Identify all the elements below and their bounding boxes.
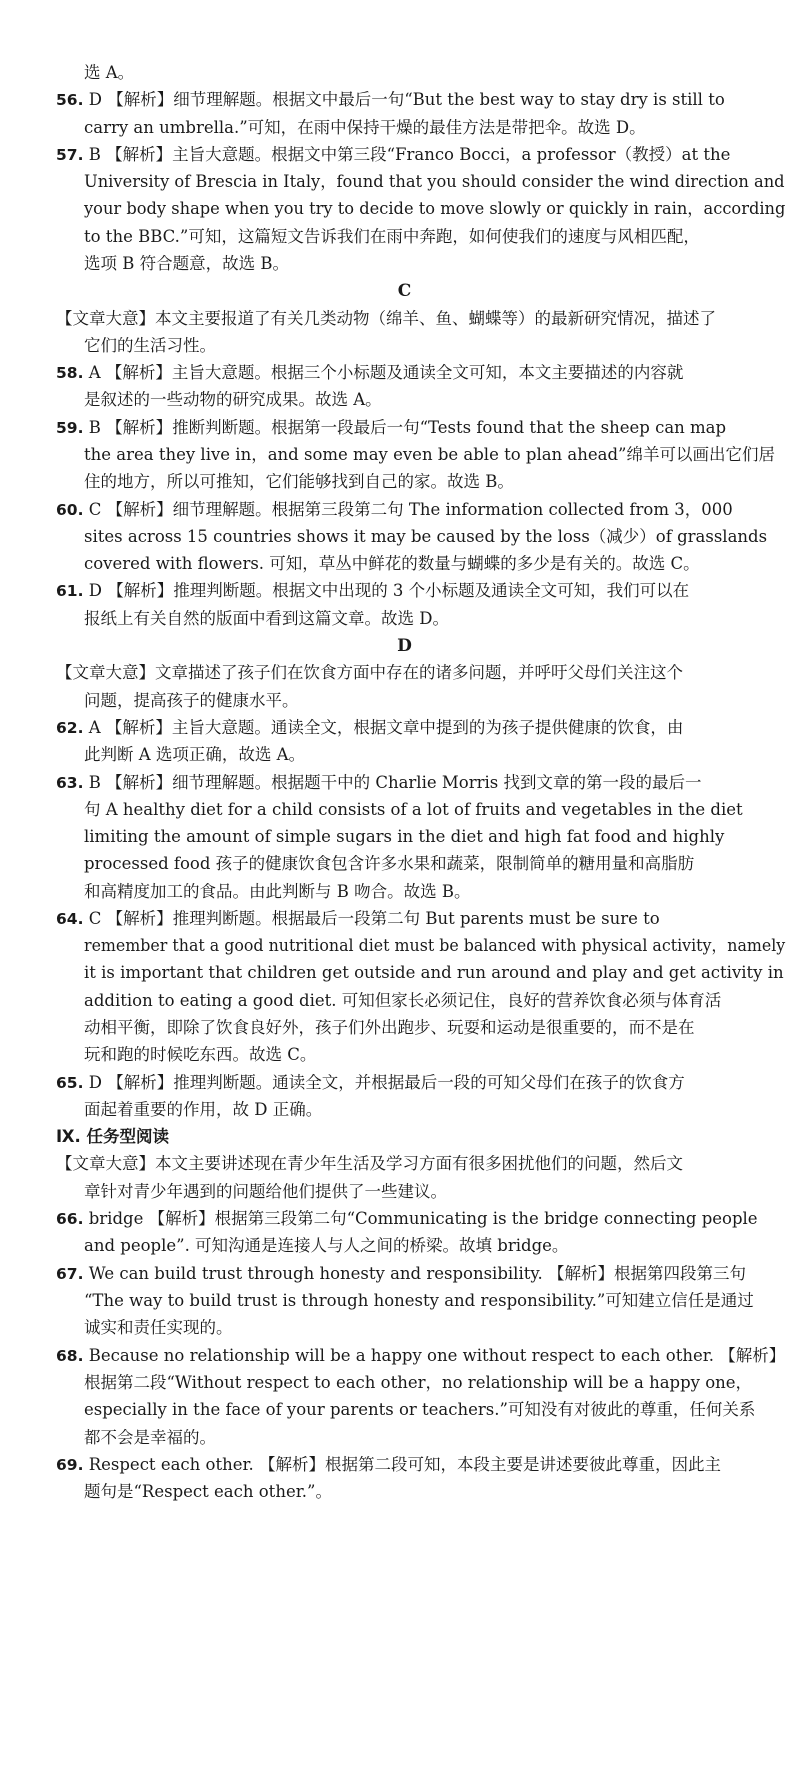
answer-text: D 【解析】细节理解题。根据文中最后一句“But the best way to stay dry is still to — [83, 90, 725, 109]
continuation-line: 问题，提高孩子的健康水平。 — [84, 691, 299, 710]
continuation-line: 章针对青少年遇到的问题给他们提供了一些建议。 — [84, 1182, 447, 1201]
answer-line — [56, 89, 725, 111]
continuation-line: 是叙述的一些动物的研究成果。故选 A。 — [84, 390, 382, 409]
answer-line — [56, 144, 730, 166]
summary-line: 【文章大意】本文主要讲述现在青少年生活及学习方面有很多困扰他们的问题，然后文 — [56, 1154, 683, 1173]
continuation-line: University of Brescia in Italy，found that you should consider the wind direction and — [84, 172, 785, 191]
summary-line: 【文章大意】本文主要报道了有关几类动物（绵羊、鱼、蝴蝶等）的最新研究情况，描述了 — [56, 309, 716, 328]
answer-line — [56, 1345, 785, 1367]
answer-line — [56, 772, 701, 794]
continuation-line: addition to eating a good diet. 可知但家长必须记住，良好的营养饮食必须与体育活 — [84, 991, 722, 1010]
continuation-line: 玩和跑的时候吃东西。故选 C。 — [84, 1045, 317, 1064]
answer-line — [56, 717, 683, 739]
answer-line — [56, 362, 683, 384]
answer-text: C 【解析】推理判断题。根据最后一段第二句 But parents must be sure to — [83, 909, 660, 928]
question-number: 59. — [56, 419, 84, 437]
answer-text: A 【解析】主旨大意题。通读全文，根据文章中提到的为孩子提供健康的饮食，由 — [83, 718, 684, 737]
question-number: 68. — [56, 1347, 84, 1365]
continuation-line: 选项 B 符合题意，故选 B。 — [84, 254, 289, 273]
question-number: 61. — [56, 582, 84, 600]
question-number: 67. — [56, 1265, 84, 1283]
continuation-line: 都不会是幸福的。 — [84, 1428, 216, 1447]
answer-line — [56, 1263, 746, 1285]
continuation-line: your body shape when you try to decide to move slowly or quickly in rain，according — [84, 199, 786, 218]
answer-text: B 【解析】推断判断题。根据第一段最后一句“Tests found that the sheep can map — [83, 418, 727, 437]
question-number: 66. — [56, 1210, 84, 1228]
question-number: 58. — [56, 364, 84, 382]
question-number: 60. — [56, 501, 84, 519]
continuation-line: it is important that children get outside and run around and play and get activity in — [84, 963, 784, 982]
continuation-line: 此判断 A 选项正确，故选 A。 — [84, 745, 306, 764]
continuation-line: carry an umbrella.”可知，在雨中保持干燥的最佳方法是带把伞。故选 D。 — [84, 118, 646, 137]
continuation-line: processed food 孩子的健康饮食包含许多水果和蔬菜，限制简单的糖用量和高脂肪 — [84, 854, 695, 873]
continuation-line: especially in the face of your parents or teachers.”可知没有对彼此的尊重，任何关系 — [84, 1400, 756, 1419]
continuation-line: covered with flowers. 可知，草丛中鲜花的数量与蝴蝶的多少是有关的。故选 C。 — [84, 554, 700, 573]
continuation-line: 住的地方，所以可推知，它们能够找到自己的家。故选 B。 — [84, 472, 514, 491]
answer-text: A 【解析】主旨大意题。根据三个小标题及通读全文可知，本文主要描述的内容就 — [83, 363, 684, 382]
question-number: 65. — [56, 1074, 84, 1092]
section-heading: C — [397, 281, 412, 301]
answer-line — [56, 1454, 721, 1476]
question-number: 57. — [56, 146, 84, 164]
continuation-line: 句 A healthy diet for a child consists of a lot of fruits and vegetables in the diet — [84, 800, 743, 819]
continuation-line: limiting the amount of simple sugars in the diet and high fat food and highly — [84, 827, 725, 846]
section-title: Ⅸ. 任务型阅读 — [56, 1127, 170, 1146]
continuation-line: 报纸上有关自然的版面中看到这篇文章。故选 D。 — [84, 609, 449, 628]
question-number: 69. — [56, 1456, 84, 1474]
question-number: 63. — [56, 774, 84, 792]
continuation-line: 选 A。 — [84, 63, 135, 82]
answer-line — [56, 1208, 758, 1230]
continuation-line: 它们的生活习性。 — [84, 336, 216, 355]
section-heading: D — [397, 636, 412, 656]
answer-text: D 【解析】推理判断题。根据文中出现的 3 个小标题及通读全文可知，我们可以在 — [83, 581, 690, 600]
continuation-line: and people”. 可知沟通是连接人与人之间的桥梁。故填 bridge。 — [84, 1236, 569, 1255]
answer-text: bridge 【解析】根据第三段第二句“Communicating is the bridge connecting people — [83, 1209, 758, 1228]
answer-line — [56, 908, 660, 930]
continuation-line: 和高精度加工的食品。由此判断与 B 吻合。故选 B。 — [84, 882, 471, 901]
continuation-line: 动相平衡，即除了饮食良好外，孩子们外出跑步、玩耍和运动是很重要的，而不是在 — [84, 1018, 695, 1037]
answer-text: Respect each other. 【解析】根据第二段可知，本段主要是讲述要彼此尊重，因此主 — [83, 1455, 722, 1474]
continuation-line: sites across 15 countries shows it may be caused by the loss（减少）of grasslands — [84, 527, 768, 546]
continuation-line: “The way to build trust is through honesty and responsibility.”可知建立信任是通过 — [84, 1291, 754, 1310]
continuation-line: 面起着重要的作用，故 D 正确。 — [84, 1100, 323, 1119]
continuation-line: 根据第二段“Without respect to each other，no relationship will be a happy one， — [84, 1373, 753, 1392]
answer-text: B 【解析】主旨大意题。根据文中第三段“Franco Bocci，a professor（教授）at the — [83, 145, 731, 164]
continuation-line: the area they live in，and some may even be able to plan ahead”绵羊可以画出它们居 — [84, 445, 775, 464]
answer-line — [56, 499, 733, 521]
question-number: 56. — [56, 91, 84, 109]
answer-text: Because no relationship will be a happy one without respect to each other. 【解析】 — [83, 1346, 786, 1365]
summary-line: 【文章大意】文章描述了孩子们在饮食方面中存在的诸多问题，并呼吁父母们关注这个 — [56, 663, 683, 682]
answer-text: B 【解析】细节理解题。根据题干中的 Charlie Morris 找到文章的第一段的最后一 — [83, 773, 702, 792]
answer-line — [56, 1072, 685, 1094]
continuation-line: 诚实和责任实现的。 — [84, 1318, 233, 1337]
answer-line — [56, 417, 726, 439]
question-number: 64. — [56, 910, 84, 928]
continuation-line: 题句是“Respect each other.”。 — [84, 1482, 332, 1501]
question-number: 62. — [56, 719, 84, 737]
continuation-line: to the BBC.”可知，这篇短文告诉我们在雨中奔跑，如何使我们的速度与风相匹配， — [84, 227, 700, 246]
answer-line — [56, 580, 689, 602]
answer-text: C 【解析】细节理解题。根据第三段第二句 The information collected from 3，000 — [83, 500, 733, 519]
answer-text: We can build trust through honesty and responsibility. 【解析】根据第四段第三句 — [83, 1264, 746, 1283]
continuation-line: remember that a good nutritional diet must be balanced with physical activity，namely — [84, 936, 786, 955]
answer-text: D 【解析】推理判断题。通读全文，并根据最后一段的可知父母们在孩子的饮食方 — [83, 1073, 685, 1092]
